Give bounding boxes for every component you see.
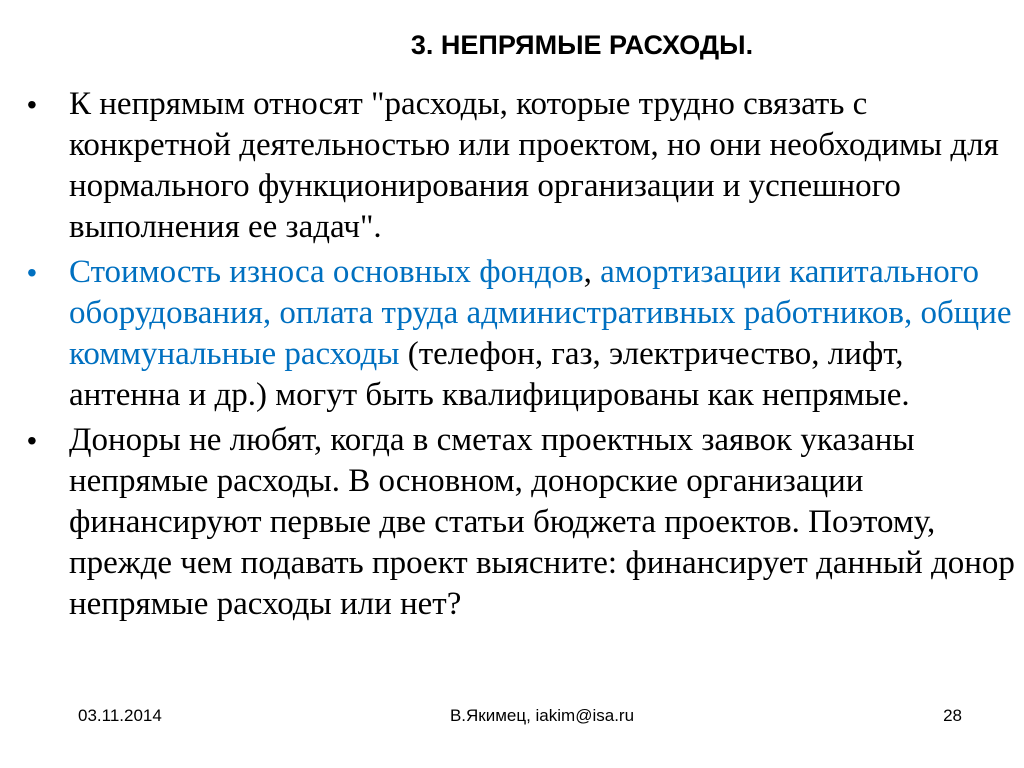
bullet-item-donors <box>25 420 1015 625</box>
bullet-marker: • <box>27 89 37 120</box>
bullet-text: (телефон, газ, электричество, лифт, антенна и др.) могут быть квалифицированы как непрямые. <box>69 336 910 413</box>
slide-title: 3. НЕПРЯМЫЕ РАСХОДЫ. <box>410 30 754 60</box>
bullet-text: К непрямым относят "расходы, которые трудно связать с конкретной деятельностью или проектом, но они необходимы для нормального функционирования организации и успешного выполнения ее задач". <box>69 86 999 245</box>
bullet-text: Доноры не любят, когда в сметах проектных заявок указаны непрямые расходы. В основном, донорские организации финансируют первые две статьи бюджета проектов. Поэтому, прежде чем подавать проект выясните: финансирует данный донор непрямые расходы или нет? <box>69 422 1015 622</box>
bullet-text-highlight: амортизации капитального оборудования, оплата труда административных работников, общие коммунальные расходы <box>69 254 1012 372</box>
bullet-item-examples <box>25 252 1015 416</box>
bullet-item-definition <box>25 84 1015 248</box>
bullet-text-separator: , <box>583 254 601 290</box>
bullet-text-highlight: Стоимость износа основных фондов <box>69 254 584 290</box>
bullet-list <box>25 84 1015 629</box>
bullet-marker: • <box>27 257 37 288</box>
footer-date: 03.11.2014 <box>78 706 162 725</box>
footer-author: В.Якимец, iakim@isa.ru <box>449 706 635 725</box>
page-number: 28 <box>943 706 962 725</box>
bullet-marker: • <box>27 425 37 456</box>
